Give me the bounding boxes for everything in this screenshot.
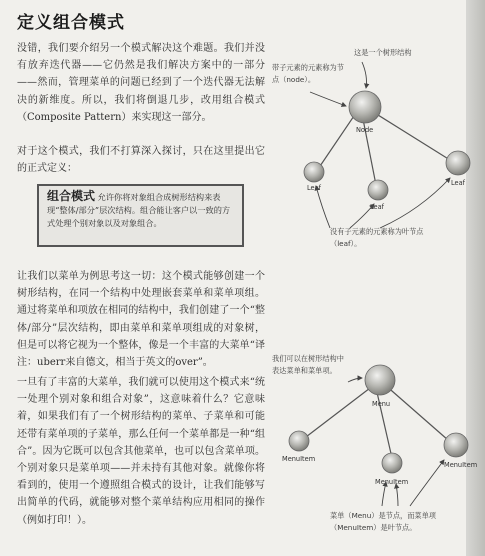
leaf-label: Leaf xyxy=(307,184,321,192)
menuitem-circle xyxy=(444,433,468,457)
menuitem-label: MenuItem xyxy=(282,455,316,463)
leaf-circle xyxy=(368,180,388,200)
menuitem-circle xyxy=(289,431,309,451)
definition-intro-paragraph: 对于这个模式，我们不打算深入探讨，只在这里提出它的正式定义： xyxy=(17,146,265,175)
definition-term: 组合模式 xyxy=(47,189,96,203)
definition-text: 允许你将对象组合成树形结构来表现“整体/部分”层次结构。组合能让客户以一致的方式处理个别对象以及对象组合。 xyxy=(47,192,231,228)
node-tree xyxy=(304,62,470,228)
leaf-label: Leaf xyxy=(451,179,465,187)
intro-paragraph: 没错，我们要介绍另一个模式解决这个难题。我们并没有放弃迭代器——它仍然是我们解决方案中的一部分——然而，管理菜单的问题已经到了一个迭代器无法解决的新维度。所以，我们将倒退几步，改用组合模式（Composite Pattern）来实现这一部分。 xyxy=(17,43,265,123)
leaf-circle xyxy=(304,162,324,182)
menuitem-label: MenuItem xyxy=(375,478,409,486)
leaf-circle xyxy=(446,151,470,175)
menu-node-annotation: 菜单（Menu）是节点，而菜单项（MenuItem）是叶节点。 xyxy=(330,511,436,532)
leaf-annotation: 没有子元素的元素称为叶节点（leaf）。 xyxy=(330,227,424,248)
menu-tree xyxy=(282,365,477,506)
tree-structure-annotation: 这是一个树形结构 xyxy=(354,48,412,57)
composite-explanation-paragraph: 一旦有了丰富的大菜单，我们就可以使用这个模式来“统一处理个别对象和组合对象”，这意味着什么？它意味着，如果我们有了一个树形结构的菜单、子菜单和可能还带有菜单项的子菜单，那么任何一个菜单都是一种“组合”。因为它既可以包含其他菜单，也可以包含菜单项。个别对象只是菜单项——并未持有其他对象。就像你将看到的，使用一个遵照组合模式的设计，让我们能够写出简单的代码，就能够对整个菜单结构应用相同的操作（例如打印！）。 xyxy=(17,377,265,526)
page-title: 定义组合模式 xyxy=(17,13,125,33)
menu-label: Menu xyxy=(372,400,391,408)
node-annotation: 带子元素的元素称为节点（node）。 xyxy=(272,63,344,84)
menu-example-paragraph: 让我们以菜单为例思考这一切：这个模式能够创建一个树形结构，在同一个结构中处理嵌套菜单和菜单项组。通过将菜单和项放在相同的结构中，我们创建了一个“整体/部分”层次结构，即由菜单和菜单项组成的对象树，但是可以将它视为一个整体，像是一个丰富的大菜单“译注：uberr来自德文，相当于英文的over”。 xyxy=(17,271,265,369)
node-circle xyxy=(349,91,381,123)
menuitem-label: MenuItem xyxy=(444,461,478,469)
node-label: Node xyxy=(356,126,374,134)
menu-circle xyxy=(365,365,395,395)
leaf-label: Leaf xyxy=(370,203,384,211)
menu-tree-annotation: 我们可以在树形结构中表达菜单和菜单项。 xyxy=(272,354,344,375)
menuitem-circle xyxy=(382,453,402,473)
